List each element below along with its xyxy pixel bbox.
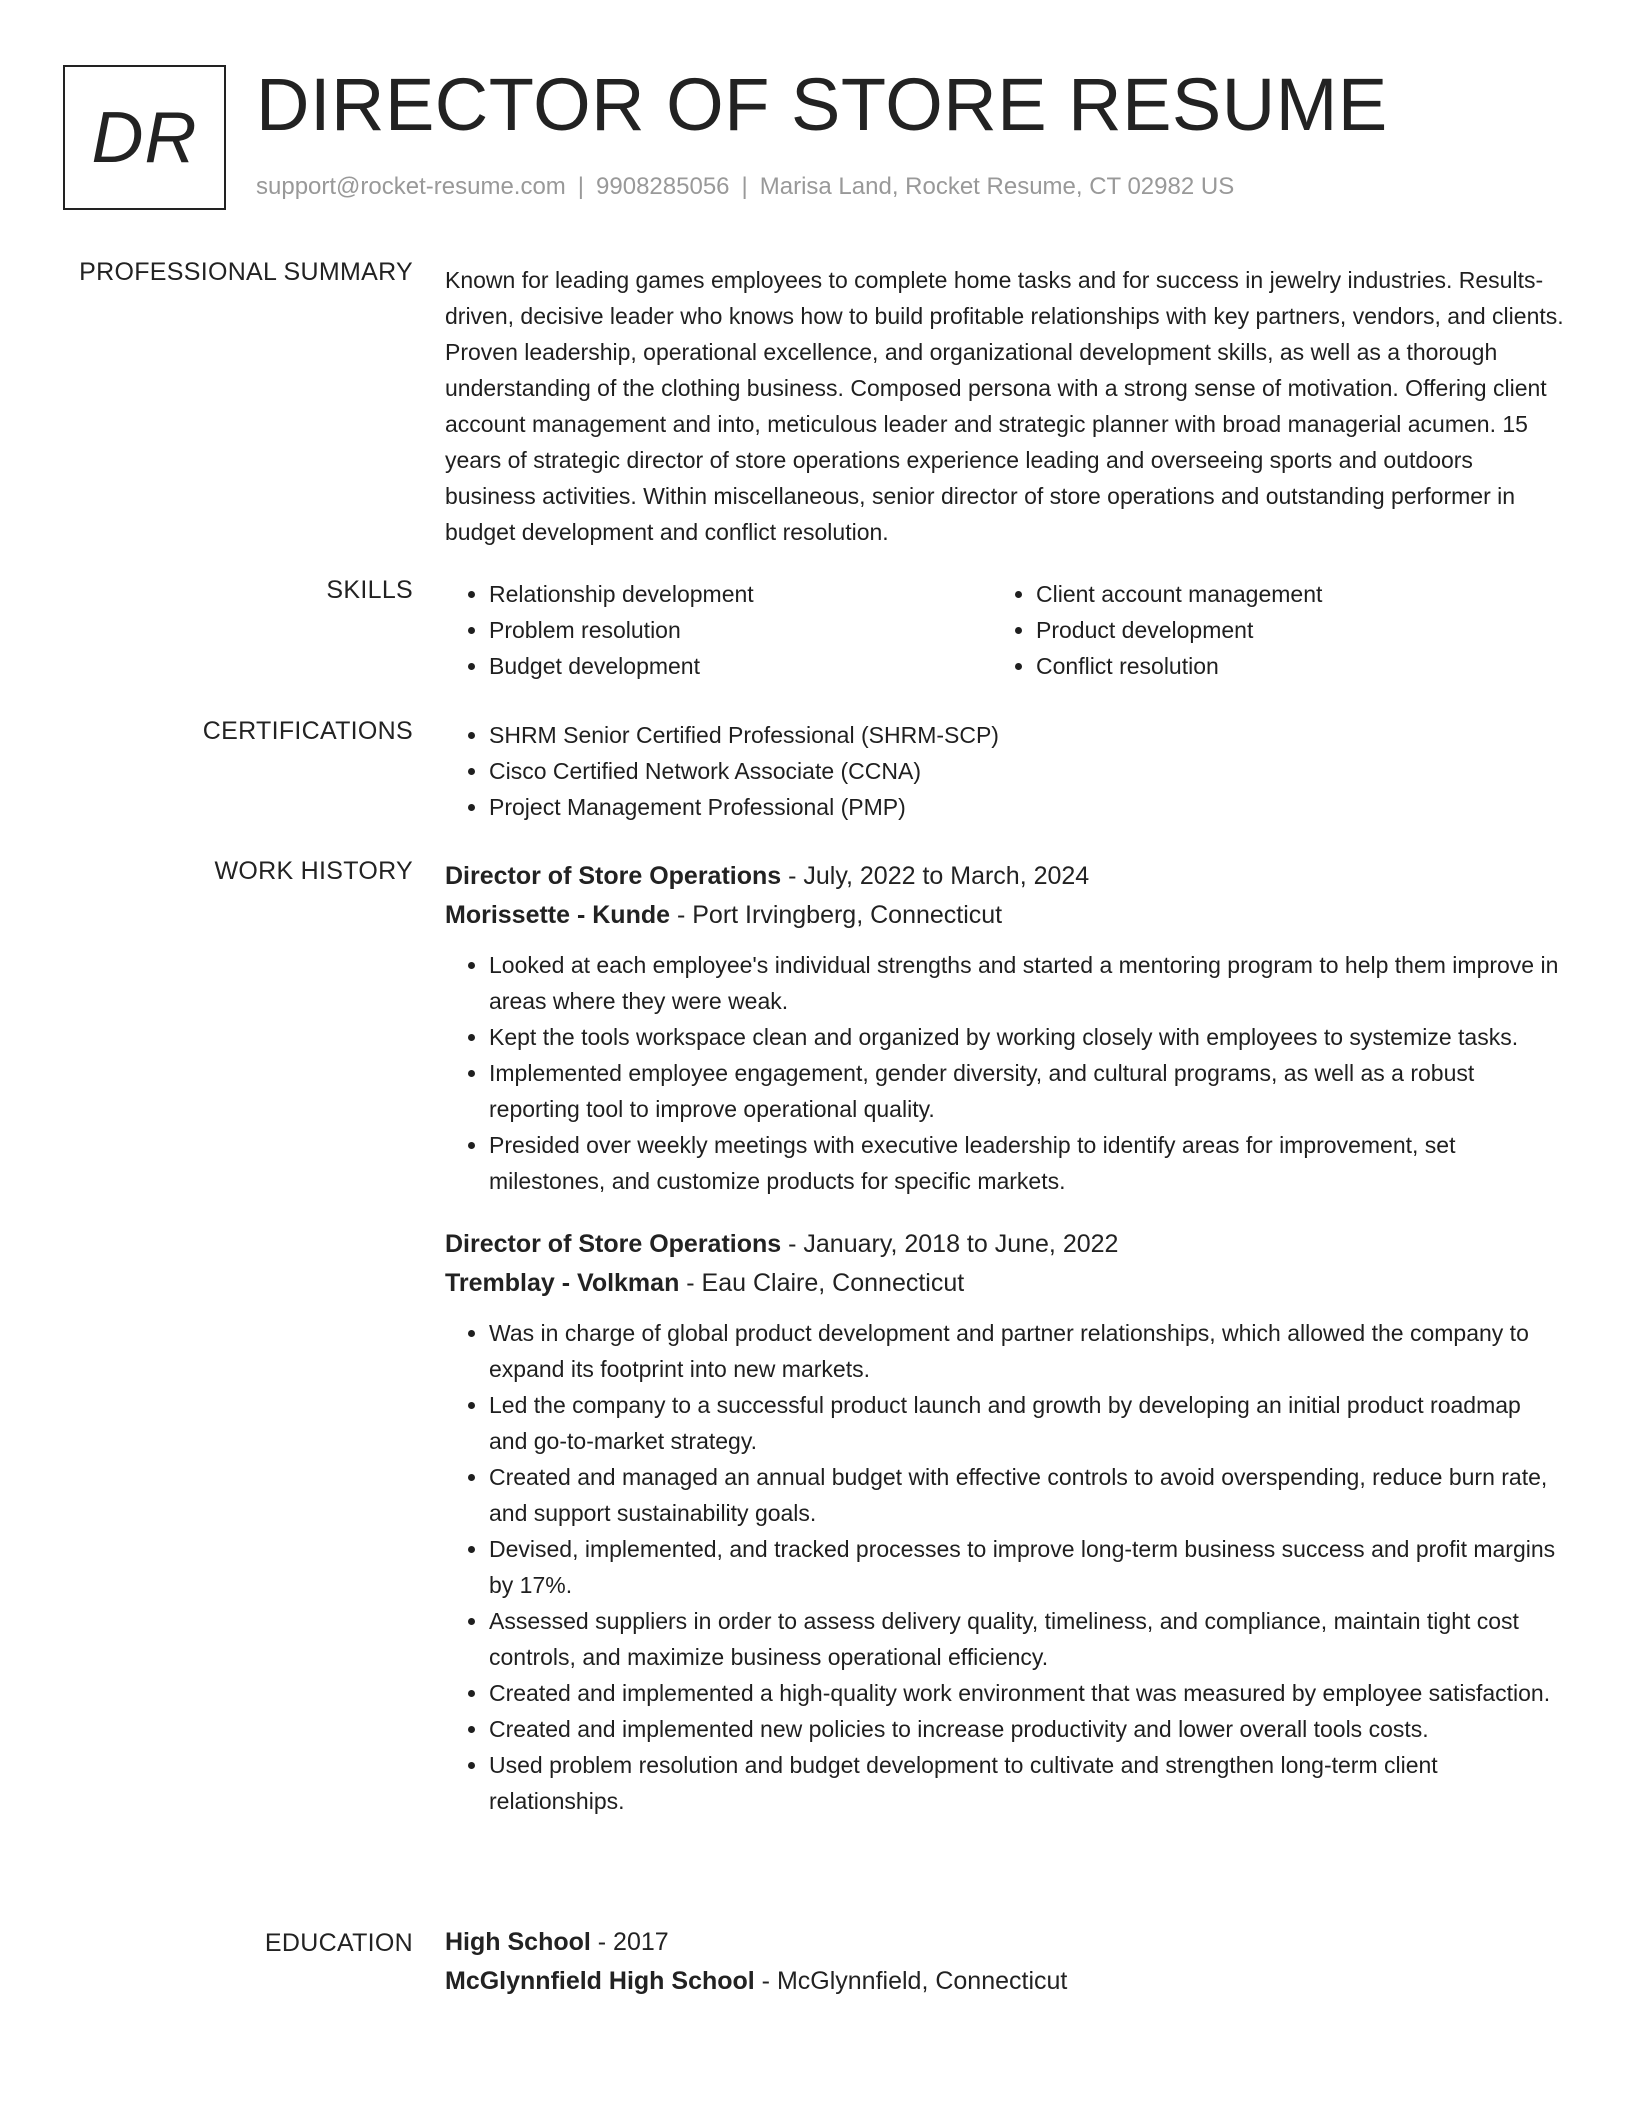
- job-location: - Port Irvingberg, Connecticut: [670, 901, 1003, 929]
- certification-item: • Cisco Certified Network Associate (CCNA): [489, 753, 1565, 789]
- summary-text: Known for leading games employees to complete home tasks and for success in jewelry industries. Results-driven, decisive leader who knows how to build profitable relationships with key partners, vendors, and clients. Proven leadership, operational excellence, and organizational development skills, as well as a thorough understanding of the clothing business. Composed persona with a strong sense of motivation. Offering client account management and into, meticulous leader and strategic planner with broad managerial acumen. 15 years of strategic director of store operations experience leading and overseeing sports and outdoors business activities. Within miscellaneous, senior director of store operations and outstanding performer in budget development and conflict resolution.: [445, 267, 1564, 545]
- contact-address: Marisa Land, Rocket Resume, CT 02982 US: [759, 173, 1235, 200]
- skills-heading: SKILLS: [326, 576, 413, 604]
- job-bullet: • Led the company to a successful product launch and growth by developing an initial product roadmap and go-to-market strategy.: [489, 1387, 1565, 1459]
- education-year: - 2017: [590, 1928, 669, 1956]
- certification-item: • SHRM Senior Certified Professional (SHRM-SCP): [489, 717, 1565, 753]
- contact-email: support@rocket-resume.com: [256, 173, 566, 200]
- job-bullet: • Looked at each employee's individual strengths and started a mentoring program to help them improve in areas where they were weak.: [489, 947, 1565, 1019]
- job-bullet: • Created and implemented a high-quality work environment that was measured by employee satisfaction.: [489, 1675, 1565, 1711]
- skill-item: • Client account management: [1036, 576, 1539, 612]
- work-history-body: [445, 857, 1565, 1819]
- education-degree: High School: [445, 1928, 591, 1956]
- skill-item: • Product development: [1036, 612, 1539, 648]
- job-bullet: • Used problem resolution and budget development to cultivate and strengthen long-term client relationships.: [489, 1747, 1565, 1819]
- education-school: McGlynnfield High School: [445, 1967, 755, 1995]
- job-title: Director of Store Operations: [445, 1230, 782, 1258]
- job-entry: [445, 1225, 1565, 1819]
- education-body: [445, 1923, 1565, 2001]
- job-bullet: • Implemented employee engagement, gender diversity, and cultural programs, as well as a robust reporting tool to improve operational quality.: [489, 1055, 1565, 1127]
- job-company-line: [445, 896, 1565, 935]
- contact-separator: |: [741, 173, 748, 200]
- job-title-line: [445, 1225, 1565, 1264]
- skills-column-right: [992, 576, 1539, 684]
- job-bullets: [445, 947, 1565, 1199]
- monogram-badge: DR: [63, 65, 226, 210]
- summary-heading: PROFESSIONAL SUMMARY: [79, 258, 413, 286]
- certification-item: • Project Management Professional (PMP): [489, 789, 1565, 825]
- contact-separator: |: [577, 173, 585, 200]
- job-bullet: • Kept the tools workspace clean and organized by working closely with employees to systemize tasks.: [489, 1019, 1565, 1055]
- education-location: - McGlynnfield, Connecticut: [754, 1967, 1068, 1995]
- contact-phone: 9908285056: [596, 173, 730, 200]
- job-bullet: • Created and implemented new policies to increase productivity and lower overall tools costs.: [489, 1711, 1565, 1747]
- job-bullet: • Created and managed an annual budget with effective controls to avoid overspending, reduce burn rate, and support sustainability goals.: [489, 1459, 1565, 1531]
- job-company-line: [445, 1264, 1565, 1303]
- job-bullet: • Assessed suppliers in order to assess delivery quality, timeliness, and compliance, maintain tight cost controls, and maximize business operational efficiency.: [489, 1603, 1565, 1675]
- job-title-line: [445, 857, 1565, 896]
- job-title: Director of Store Operations: [445, 862, 782, 890]
- work-history-heading: WORK HISTORY: [214, 857, 413, 885]
- resume-title: DIRECTOR OF STORE RESUME: [256, 63, 1388, 146]
- education-heading: EDUCATION: [264, 1929, 413, 1957]
- skills-column-left: [445, 576, 992, 684]
- education-school-line: [445, 1962, 1565, 2001]
- contact-line: [256, 173, 1234, 201]
- job-dates: - July, 2022 to March, 2024: [781, 862, 1090, 890]
- skill-item: • Budget development: [489, 648, 992, 684]
- job-bullet: • Presided over weekly meetings with executive leadership to identify areas for improvement, set milestones, and customize products for specific markets.: [489, 1127, 1565, 1199]
- job-bullet: • Devised, implemented, and tracked processes to improve long-term business success and profit margins by 17%.: [489, 1531, 1565, 1603]
- job-company: Morissette - Kunde: [445, 901, 671, 929]
- certifications-list: [445, 717, 1565, 825]
- skill-item: • Relationship development: [489, 576, 992, 612]
- skill-item: • Conflict resolution: [1036, 648, 1539, 684]
- job-bullets: [445, 1315, 1565, 1819]
- job-bullet: • Was in charge of global product development and partner relationships, which allowed the company to expand its footprint into new markets.: [489, 1315, 1565, 1387]
- certifications-heading: CERTIFICATIONS: [202, 717, 413, 745]
- education-degree-line: [445, 1923, 1565, 1962]
- job-location: - Eau Claire, Connecticut: [679, 1269, 965, 1297]
- job-entry: [445, 857, 1565, 1199]
- skills-list: [445, 576, 1565, 684]
- skill-item: • Problem resolution: [489, 612, 992, 648]
- job-dates: - January, 2018 to June, 2022: [781, 1230, 1119, 1258]
- job-company: Tremblay - Volkman: [445, 1269, 680, 1297]
- resume-header: [63, 65, 1563, 210]
